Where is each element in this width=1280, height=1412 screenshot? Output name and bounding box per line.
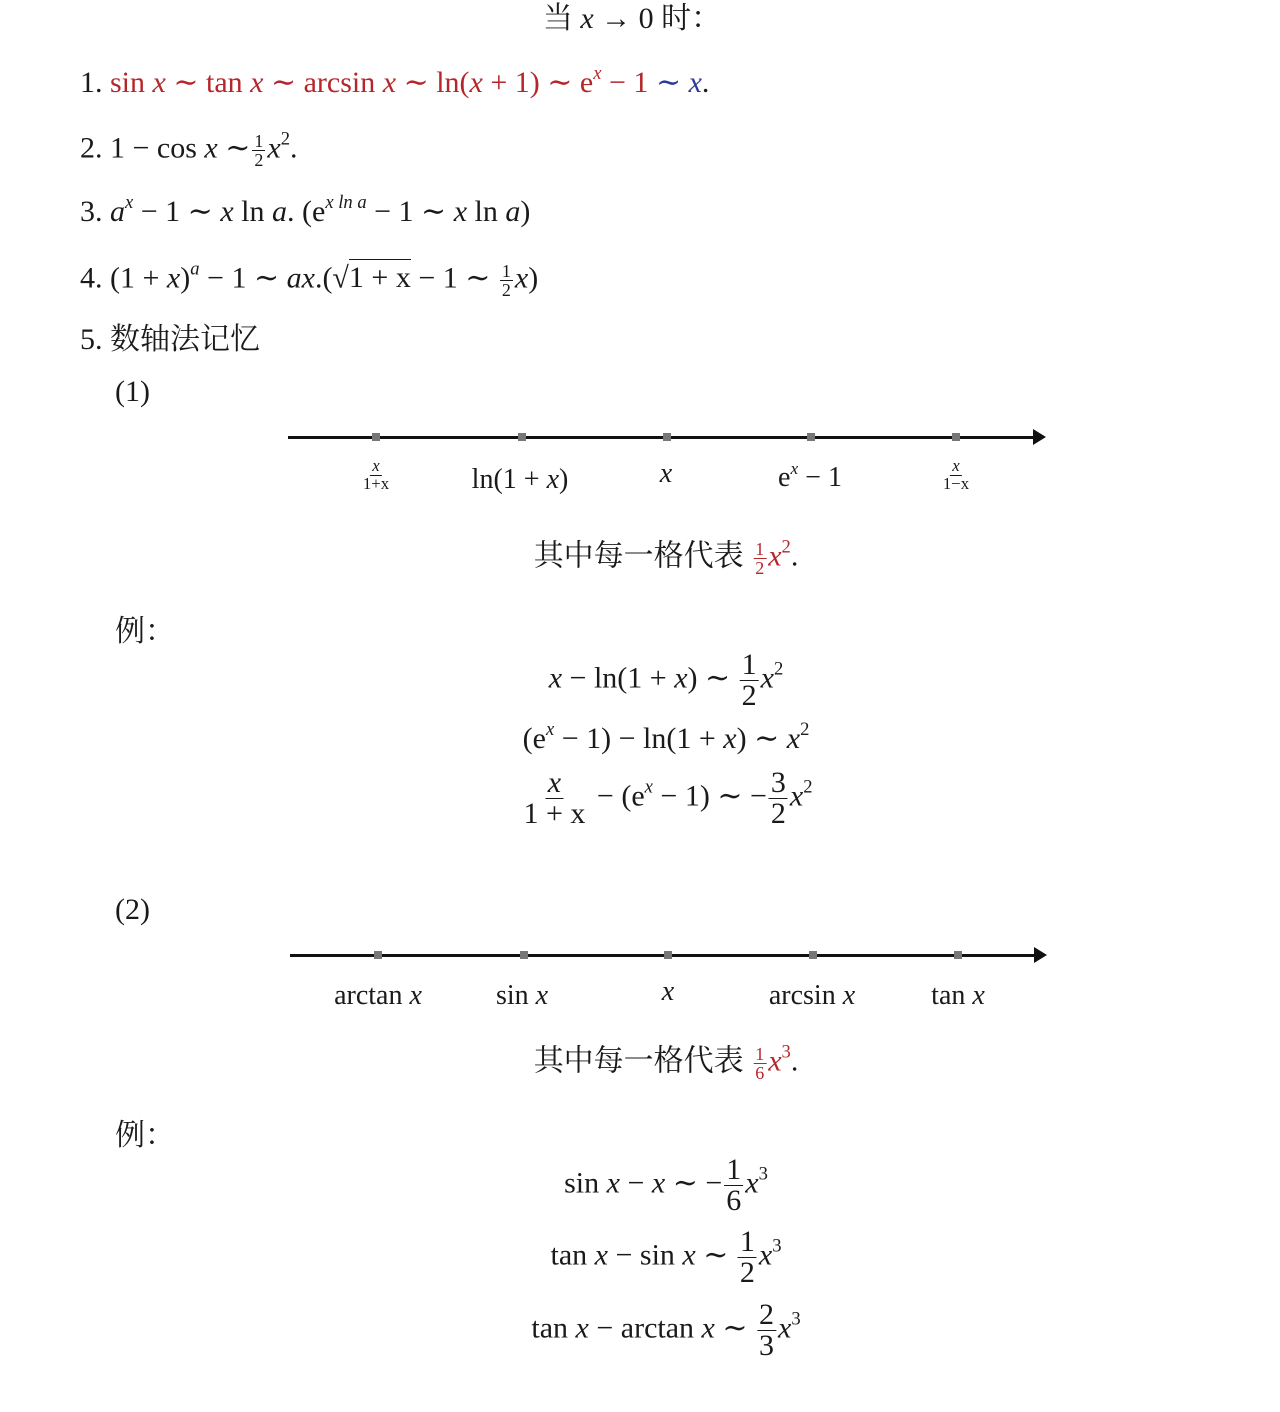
math-text: a <box>272 195 287 228</box>
math-text: arctan <box>334 980 410 1011</box>
math-text: x <box>760 661 774 695</box>
axis-tick <box>374 951 382 959</box>
example-formula <box>550 1227 781 1288</box>
math-text: . (e <box>287 195 326 228</box>
fraction-numerator: 1 <box>726 1153 742 1186</box>
math-text: x <box>152 66 166 99</box>
formula-item-5 <box>80 325 260 355</box>
math-text: ) <box>559 464 569 495</box>
math-text: 其中每一格代表 <box>533 1044 752 1078</box>
math-text: tan <box>531 1311 576 1345</box>
math-text: x <box>688 66 702 99</box>
math-text: x <box>768 1044 782 1078</box>
fraction-numerator: x <box>372 456 380 476</box>
math-text: x <box>682 1238 696 1272</box>
math-text: x <box>514 261 529 295</box>
math-text: x <box>166 261 181 295</box>
math-text: tan <box>931 980 973 1011</box>
example-label-1: 例： <box>115 615 175 648</box>
math-text: ) ∼ <box>687 661 738 695</box>
math-text: ln <box>467 195 506 228</box>
fraction-denominator: 2 <box>501 280 511 300</box>
axis-tick <box>520 951 528 959</box>
superscript: a <box>190 258 200 280</box>
fraction <box>941 458 971 493</box>
math-text: . <box>701 66 710 99</box>
fraction-numerator: 3 <box>770 766 786 799</box>
fraction <box>740 650 759 711</box>
math-text: x <box>546 464 560 495</box>
fraction-numerator: 1 <box>501 261 511 281</box>
fraction <box>753 1045 766 1082</box>
axis-tick <box>952 433 960 441</box>
math-text: e <box>778 462 791 493</box>
math-text: tan <box>550 1238 595 1272</box>
math-text: − 1 ∼ <box>410 261 498 295</box>
fraction <box>769 768 788 829</box>
math-text: ) <box>528 261 539 295</box>
math-text: ∼ − <box>665 1166 723 1200</box>
superscript: 3 <box>791 1308 801 1330</box>
math-text: 4. (1 + <box>80 261 167 295</box>
math-text: ax <box>286 261 315 295</box>
axis-label <box>939 458 973 493</box>
arrow-head-icon <box>1034 947 1047 963</box>
math-text: ∼ <box>217 131 251 165</box>
fraction-numerator: x <box>547 766 562 799</box>
fraction-numerator: 1 <box>741 648 757 681</box>
fraction-numerator: 1 <box>254 131 264 151</box>
fraction <box>757 1300 776 1361</box>
fraction <box>500 262 513 299</box>
math-text: x <box>745 1166 759 1200</box>
math-text: ∼ tan <box>165 66 251 99</box>
fraction <box>753 540 766 577</box>
formula-item-2 <box>80 128 298 170</box>
fraction-denominator: 2 <box>739 1256 755 1289</box>
math-text: + 1) ∼ e <box>482 66 594 99</box>
math-text: x <box>789 779 804 813</box>
axis-label <box>769 980 855 1012</box>
math-text: . <box>790 539 799 573</box>
superscript: 2 <box>803 776 813 798</box>
fraction-denominator: 1 + x <box>523 797 586 830</box>
fraction-denominator: 6 <box>755 1063 765 1083</box>
math-text: x <box>220 195 234 228</box>
fraction-denominator: 2 <box>770 797 786 830</box>
math-text: x <box>453 195 468 228</box>
math-text: x <box>661 976 675 1007</box>
axis-tick <box>372 433 380 441</box>
fraction-numerator: x <box>952 456 960 476</box>
axis-label <box>662 976 674 1008</box>
math-text: a <box>110 195 125 228</box>
example-formula <box>519 768 812 829</box>
math-text: x <box>204 131 218 165</box>
superscript: 3 <box>758 1163 768 1185</box>
math-text: ) ∼ <box>736 722 787 755</box>
radicand: 1 + x <box>348 261 411 295</box>
math-text: 1. <box>80 66 110 99</box>
superscript: 3 <box>772 1235 782 1257</box>
math-text: x <box>575 1311 589 1345</box>
math-text: . <box>290 131 298 165</box>
math-text: x <box>409 980 422 1011</box>
math-text: x <box>723 722 737 755</box>
formula-item-3 <box>80 191 531 228</box>
math-text: x <box>972 980 985 1011</box>
example-formula <box>564 1155 768 1216</box>
fraction-denominator: 2 <box>755 558 765 578</box>
superscript: 3 <box>781 1041 791 1063</box>
math-text: → 0 时： <box>593 2 722 35</box>
axis-label <box>660 458 672 490</box>
superscript: 2 <box>800 718 810 740</box>
math-text: − sin <box>607 1238 683 1272</box>
math-text: ∼ <box>695 1238 736 1272</box>
example-formula <box>522 718 810 755</box>
math-text: ∼ <box>648 66 689 99</box>
math-text: sin <box>110 66 153 99</box>
math-text: − 1 ∼ <box>199 261 287 295</box>
math-text: sin <box>564 1166 607 1200</box>
axis-label <box>931 980 985 1012</box>
math-text: x <box>768 539 782 573</box>
math-text: x <box>469 66 483 99</box>
math-text: x <box>267 131 281 165</box>
math-text: x <box>606 1166 620 1200</box>
math-text: − 1 <box>798 462 842 493</box>
math-text: x <box>382 66 397 99</box>
sqrt-radicand <box>349 259 411 294</box>
fraction <box>521 768 587 829</box>
math-text: ∼ arcsin <box>263 66 383 99</box>
axis-label <box>778 458 842 494</box>
math-text: − (e <box>589 779 645 813</box>
math-text: x <box>674 661 688 695</box>
math-text: x <box>580 2 594 35</box>
fraction-numerator: 2 <box>759 1298 775 1331</box>
math-text: x <box>651 1166 666 1200</box>
example-label-2: 例： <box>115 1119 175 1152</box>
math-text: ∼ ln( <box>396 66 470 99</box>
part2-label: (2) <box>115 893 150 926</box>
math-text: − ln(1 + <box>562 661 675 695</box>
superscript: x <box>545 718 555 740</box>
math-text: − <box>619 1166 652 1200</box>
section-heading <box>543 4 721 34</box>
math-text: x <box>786 722 801 755</box>
superscript: x <box>644 776 653 798</box>
math-text: − 1) − ln(1 + <box>554 722 724 755</box>
part1-label: (1) <box>115 375 150 408</box>
number-line-1 <box>288 436 1042 439</box>
formula-item-4 <box>80 258 539 300</box>
scale-caption-2 <box>533 1041 799 1083</box>
arrow-head-icon <box>1033 429 1046 445</box>
math-text: x <box>778 1311 792 1345</box>
math-text: ln(1 + <box>471 464 547 495</box>
fraction <box>361 458 391 493</box>
superscript: x <box>593 62 602 84</box>
math-text: .(√ <box>314 261 349 295</box>
axis-tick <box>664 951 672 959</box>
axis-label <box>359 458 393 493</box>
math-text: − 1) ∼ − <box>652 779 767 813</box>
superscript: 2 <box>774 658 784 680</box>
fraction-numerator: 1 <box>755 539 765 559</box>
superscript: x <box>125 191 134 213</box>
axis-label <box>472 464 569 496</box>
math-text: a <box>505 195 521 228</box>
fraction-denominator: 2 <box>254 150 264 170</box>
math-text: x <box>659 458 673 489</box>
math-text: x <box>594 1238 608 1272</box>
fraction <box>252 132 265 169</box>
math-text: x <box>701 1311 715 1345</box>
axis-tick <box>807 433 815 441</box>
axis-tick <box>954 951 962 959</box>
fraction <box>738 1227 757 1288</box>
fraction-numerator: 1 <box>739 1225 755 1258</box>
math-text: − 1 ∼ <box>366 195 454 228</box>
math-text: − 1 ∼ <box>133 195 221 228</box>
math-text: arcsin <box>768 980 843 1011</box>
fraction-denominator: 6 <box>726 1184 742 1217</box>
formula-item-1 <box>80 62 710 99</box>
fraction-denominator: 2 <box>741 679 757 712</box>
math-text: − 1 <box>601 66 649 99</box>
math-text: x <box>842 980 856 1011</box>
fraction-denominator: 3 <box>759 1329 775 1362</box>
scale-caption-1 <box>533 536 799 578</box>
axis-label <box>496 980 548 1012</box>
math-text: . <box>790 1044 799 1078</box>
superscript: 2 <box>280 128 291 150</box>
math-text: 其中每一格代表 <box>533 539 752 573</box>
math-text: − arctan <box>588 1311 702 1345</box>
math-text: ∼ <box>714 1311 756 1345</box>
fraction-numerator: 1 <box>755 1044 765 1064</box>
axis-tick <box>663 433 671 441</box>
math-text: x <box>758 1238 773 1272</box>
math-text: 2. 1 − cos <box>80 131 205 165</box>
fraction <box>724 1155 743 1216</box>
number-line-2 <box>290 954 1043 957</box>
math-text: x <box>548 661 563 695</box>
math-text: 当 <box>542 2 581 35</box>
math-text: x <box>250 66 264 99</box>
axis-label <box>334 980 422 1012</box>
superscript: x ln a <box>325 191 367 213</box>
fraction-denominator: 1+x <box>362 474 390 494</box>
superscript: x <box>790 458 799 478</box>
math-text: ln <box>233 195 272 228</box>
math-text: x <box>535 980 549 1011</box>
math-text: ) <box>520 195 531 228</box>
superscript: 2 <box>781 536 791 558</box>
math-text: ) <box>180 261 191 295</box>
fraction-denominator: 1−x <box>942 474 970 494</box>
axis-tick <box>518 433 526 441</box>
math-text: sin <box>495 980 536 1011</box>
math-text: (e <box>522 722 546 755</box>
axis-tick <box>809 951 817 959</box>
math-text: 3. <box>80 195 110 228</box>
example-formula <box>549 650 784 711</box>
math-text: 5. 数轴法记忆 <box>80 323 260 356</box>
example-formula <box>531 1300 800 1361</box>
